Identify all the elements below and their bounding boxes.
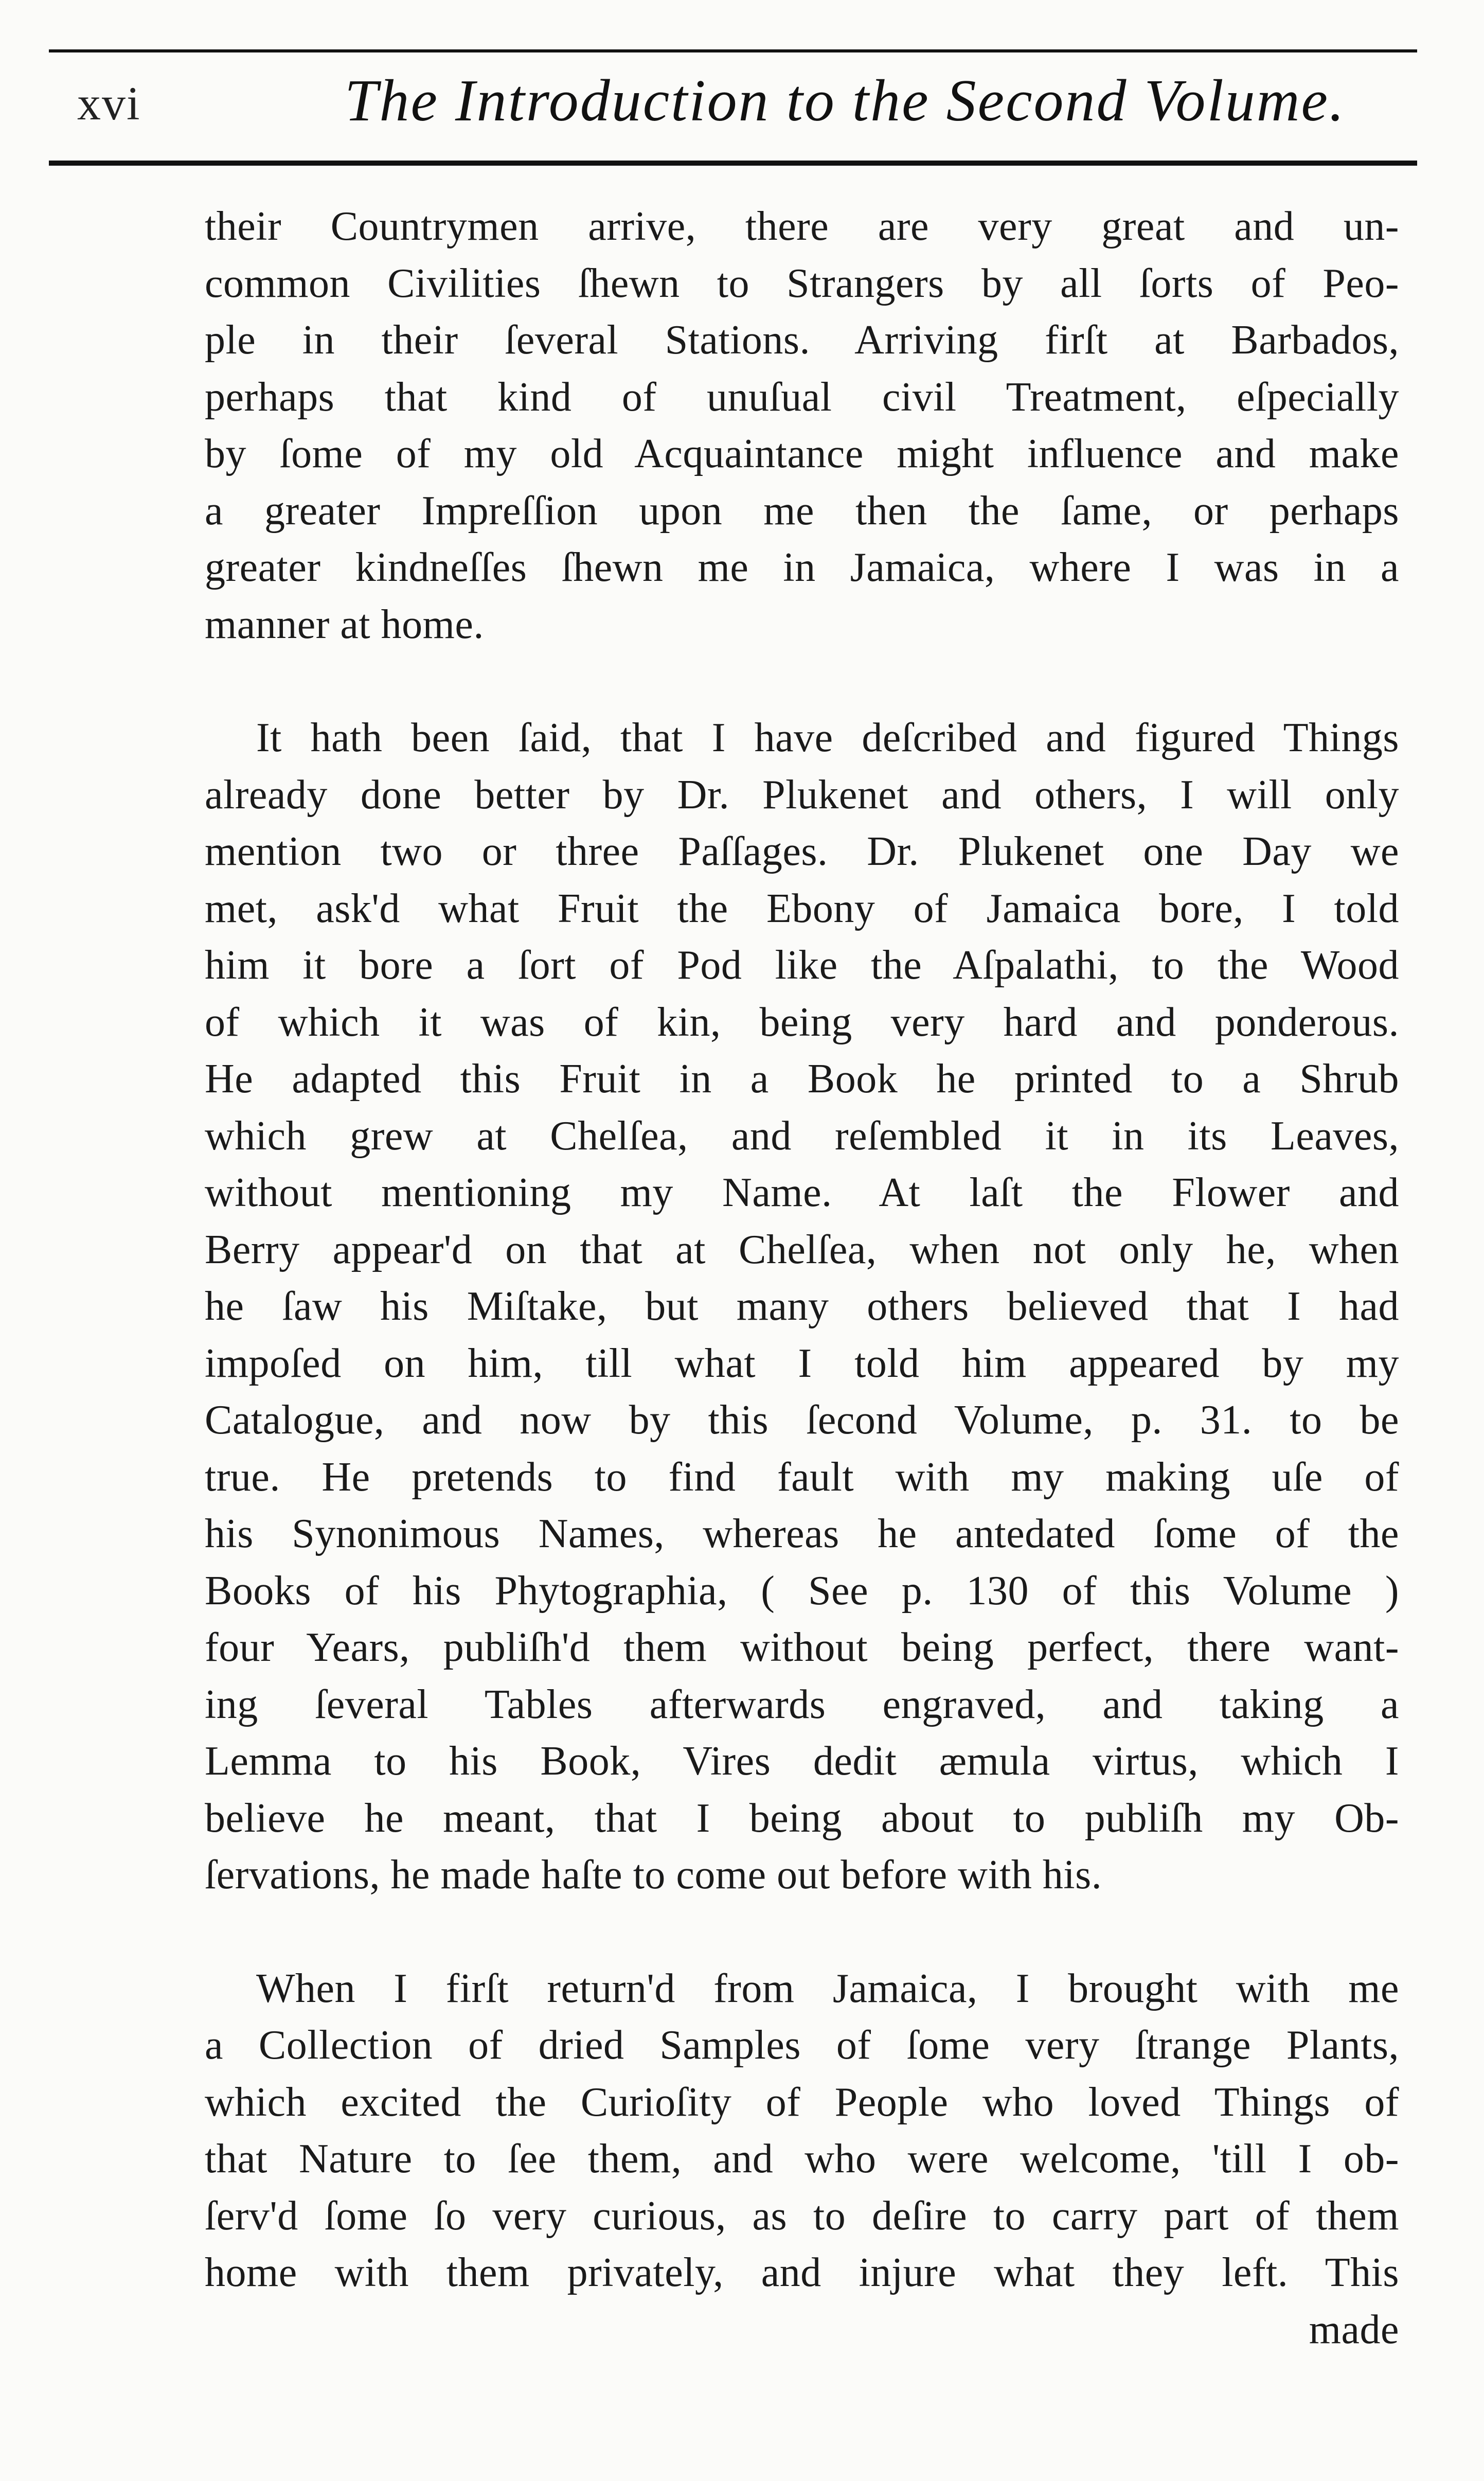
body-text xyxy=(205,198,1399,2358)
text-line: impoſed on him, till what I told him appeared by my xyxy=(205,1340,1399,1386)
text-line: common Civilities ſhewn to Strangers by all ſorts of Peo- xyxy=(205,260,1399,306)
text-line: met, ask'd what Fruit the Ebony of Jamaica bore, I told xyxy=(205,885,1399,931)
text-line: he ſaw his Miſtake, but many others believed that I had xyxy=(205,1284,1399,1329)
text-line: him it bore a ſort of Pod like the Aſpalathi, to the Wood xyxy=(205,943,1399,988)
running-head xyxy=(77,67,1409,154)
text-line: manner at home. xyxy=(205,601,484,647)
text-line: their Countrymen arrive, there are very great and un- xyxy=(205,204,1399,249)
text-line: greater kindneſſes ſhewn me in Jamaica, where I was in a xyxy=(205,545,1399,590)
paragraph-gap xyxy=(205,1904,1399,1960)
text-line: that Nature to ſee them, and who were welcome, 'till I ob- xyxy=(205,2136,1399,2182)
text-line: his Synonimous Names, whereas he antedated ſome of the xyxy=(205,1511,1399,1556)
text-line: ſervations, he made haſte to come out before with his. xyxy=(205,1852,1102,1898)
top-rule xyxy=(49,49,1417,52)
paragraph-gap xyxy=(205,653,1399,710)
head-rule xyxy=(49,161,1417,166)
catchword: made xyxy=(1309,2307,1399,2352)
text-line: Berry appear'd on that at Chelſea, when not only he, when xyxy=(205,1227,1399,1272)
text-line: believe he meant, that I being about to publiſh my Ob- xyxy=(205,1795,1399,1841)
text-line: home with them privately, and injure what they left. This xyxy=(205,2250,1399,2295)
text-line: It hath been ſaid, that I have deſcribed and figured Things xyxy=(256,715,1399,760)
text-line: He adapted this Fruit in a Book he printed to a Shrub xyxy=(205,1056,1399,1102)
text-line: four Years, publiſh'd them without being perfect, there want- xyxy=(205,1625,1399,1670)
text-line: a greater Impreſſion upon me then the ſame, or perhaps xyxy=(205,488,1399,534)
paragraph-1 xyxy=(205,198,1399,653)
page-number: xvi xyxy=(77,77,141,130)
paragraph-3 xyxy=(205,1960,1399,2359)
text-line: by ſome of my old Acquaintance might influence and make xyxy=(205,431,1399,476)
text-line: of which it was of kin, being very hard and ponderous. xyxy=(205,999,1399,1045)
text-line: ſerv'd ſome ſo very curious, as to deſire to carry part of them xyxy=(205,2193,1399,2239)
text-line: ple in their ſeveral Stations. Arriving firſt at Barbados, xyxy=(205,317,1399,363)
text-line: without mentioning my Name. At laſt the Flower and xyxy=(205,1170,1399,1215)
text-line: ing ſeveral Tables afterwards engraved, and taking a xyxy=(205,1681,1399,1727)
text-line: which grew at Chelſea, and reſembled it in its Leaves, xyxy=(205,1113,1399,1159)
text-line: a Collection of dried Samples of ſome very ſtrange Plants, xyxy=(205,2023,1399,2068)
running-title: The Introduction to the Second Volume. xyxy=(345,68,1346,134)
text-line: Lemma to his Book, Vires dedit æmula virtus, which I xyxy=(205,1739,1399,1784)
text-line: Catalogue, and now by this ſecond Volume, p. 31. to be xyxy=(205,1397,1399,1443)
text-line: already done better by Dr. Plukenet and others, I will only xyxy=(205,772,1399,818)
paragraph-2 xyxy=(205,710,1399,1904)
text-line: which excited the Curioſity of People who loved Things of xyxy=(205,2079,1399,2125)
text-line: When I firſt return'd from Jamaica, I brought with me xyxy=(256,1965,1399,2011)
text-line: perhaps that kind of unuſual civil Treatment, eſpecially xyxy=(205,374,1399,420)
text-line: Books of his Phytographia, ( See p. 130 of this Volume ) xyxy=(205,1568,1399,1614)
text-line: true. He pretends to find fault with my making uſe of xyxy=(205,1454,1399,1500)
text-line: mention two or three Paſſages. Dr. Plukenet one Day we xyxy=(205,829,1399,874)
